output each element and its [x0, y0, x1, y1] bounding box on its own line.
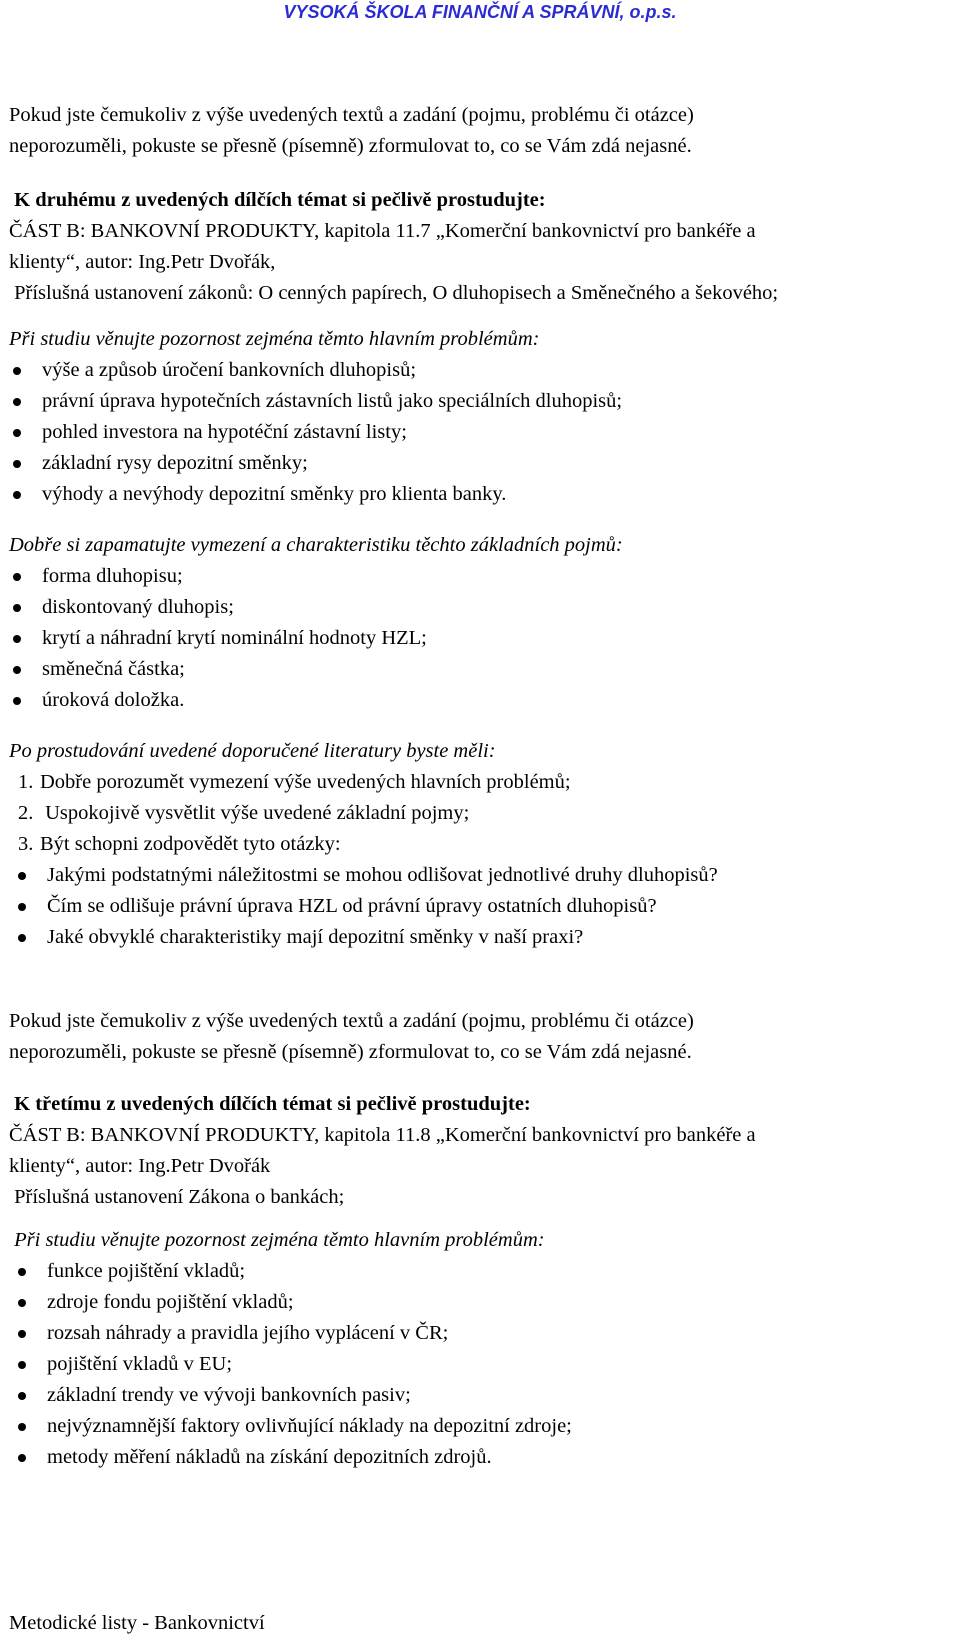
list-item: metody měření nákladů na získání depozitních zdrojů. — [14, 1442, 956, 1473]
list-item — [9, 798, 956, 829]
item-number: 3. — [18, 833, 34, 855]
list-item: diskontovaný dluhopis; — [9, 592, 956, 623]
notice-line: Pokud jste čemukoliv z výše uvedených textů a zadání (pojmu, problému či otázce) — [9, 1010, 694, 1032]
list-item: výše a způsob úročení bankovních dluhopisů; — [9, 355, 956, 386]
topic-3-reference — [9, 1089, 956, 1213]
topic-2-outcomes — [9, 736, 956, 953]
section-topic-3 — [9, 1006, 956, 1068]
list-item: základní trendy ve vývoji bankovních pasiv; — [14, 1380, 956, 1411]
topic-2-reference — [9, 185, 956, 309]
notice-line: neporozuměli, pokuste se přesně (písemně) zformulovat to, co se Vám zdá nejasné. — [9, 135, 692, 157]
outcomes-list — [9, 767, 956, 860]
topic-3-problems — [9, 1225, 956, 1473]
notice-line: Pokud jste čemukoliv z výše uvedených textů a zadání (pojmu, problému či otázce) — [9, 104, 694, 126]
list-item: Jaké obvyklé charakteristiky mají depozitní směnky v naší praxi? — [14, 922, 956, 953]
list-item: pohled investora na hypotéční zástavní listy; — [9, 417, 956, 448]
list-item: směnečná částka; — [9, 654, 956, 685]
notice-line: neporozuměli, pokuste se přesně (písemně) zformulovat to, co se Vám zdá nejasné. — [9, 1041, 692, 1063]
reference-line: klienty“, autor: Ing.Petr Dvořák, — [9, 251, 276, 273]
page-footer: Metodické listy - Bankovnictví — [9, 1612, 265, 1634]
problems-list — [9, 355, 956, 510]
terms-heading: Dobře si zapamatujte vymezení a charakteristiku těchto základních pojmů: — [9, 534, 623, 556]
reference-line: Příslušná ustanovení zákonů: O cenných papírech, O dluhopisech a Směnečného a šekového; — [9, 282, 779, 304]
list-item: pojištění vkladů v EU; — [14, 1349, 956, 1380]
list-item: úroková doložka. — [9, 685, 956, 716]
reference-line: ČÁST B: BANKOVNÍ PRODUKTY, kapitola 11.8 „Komerční bankovnictví pro bankéře a — [9, 1124, 756, 1146]
list-item: funkce pojištění vkladů; — [14, 1256, 956, 1287]
list-item: Čím se odlišuje právní úprava HZL od právní úpravy ostatních dluhopisů? — [14, 891, 956, 922]
topic-2-terms — [9, 530, 956, 716]
list-item: rozsah náhrady a pravidla jejího vyplácení v ČR; — [14, 1318, 956, 1349]
reference-line: ČÁST B: BANKOVNÍ PRODUKTY, kapitola 11.7 „Komerční bankovnictví pro bankéře a — [9, 220, 756, 242]
item-text: Dobře porozumět vymezení výše uvedených hlavních problémů; — [40, 771, 571, 793]
topic-2-problems — [9, 324, 956, 510]
problems-list — [14, 1256, 956, 1473]
list-item — [9, 829, 956, 860]
topic-2-heading: K druhému z uvedených dílčích témat si pečlivě prostudujte: — [9, 189, 546, 211]
outcomes-heading: Po prostudování uvedené doporučené literatury byste měli: — [9, 740, 496, 762]
list-item: forma dluhopisu; — [9, 561, 956, 592]
problems-heading: Při studiu věnujte pozornost zejména těmto hlavním problémům: — [9, 328, 540, 350]
list-item: Jakými podstatnými náležitostmi se mohou odlišovat jednotlivé druhy dluhopisů? — [14, 860, 956, 891]
reference-line: klienty“, autor: Ing.Petr Dvořák — [9, 1155, 271, 1177]
list-item: nejvýznamnější faktory ovlivňující náklady na depozitní zdroje; — [14, 1411, 956, 1442]
list-item — [9, 767, 956, 798]
terms-list — [9, 561, 956, 716]
list-item: výhody a nevýhody depozitní směnky pro klienta banky. — [9, 479, 956, 510]
item-number: 1. — [18, 771, 34, 793]
item-number: 2. — [18, 802, 34, 824]
item-text: Být schopni zodpovědět tyto otázky: — [40, 833, 341, 855]
list-item: základní rysy depozitní směnky; — [9, 448, 956, 479]
reference-line: Příslušná ustanovení Zákona o bankách; — [9, 1186, 345, 1208]
list-item: právní úprava hypotečních zástavních listů jako speciálních dluhopisů; — [9, 386, 956, 417]
list-item: krytí a náhradní krytí nominální hodnoty HZL; — [9, 623, 956, 654]
list-item: zdroje fondu pojištění vkladů; — [14, 1287, 956, 1318]
item-text: Uspokojivě vysvětlit výše uvedené základní pojmy; — [40, 802, 470, 824]
topic-3-heading: K třetímu z uvedených dílčích témat si pečlivě prostudujte: — [9, 1093, 531, 1115]
page-header: VYSOKÁ ŠKOLA FINANČNÍ A SPRÁVNÍ, o.p.s. — [283, 2, 677, 22]
questions-list — [14, 860, 956, 953]
section-topic-2 — [9, 100, 956, 162]
problems-heading: Při studiu věnujte pozornost zejména těmto hlavním problémům: — [9, 1229, 545, 1251]
